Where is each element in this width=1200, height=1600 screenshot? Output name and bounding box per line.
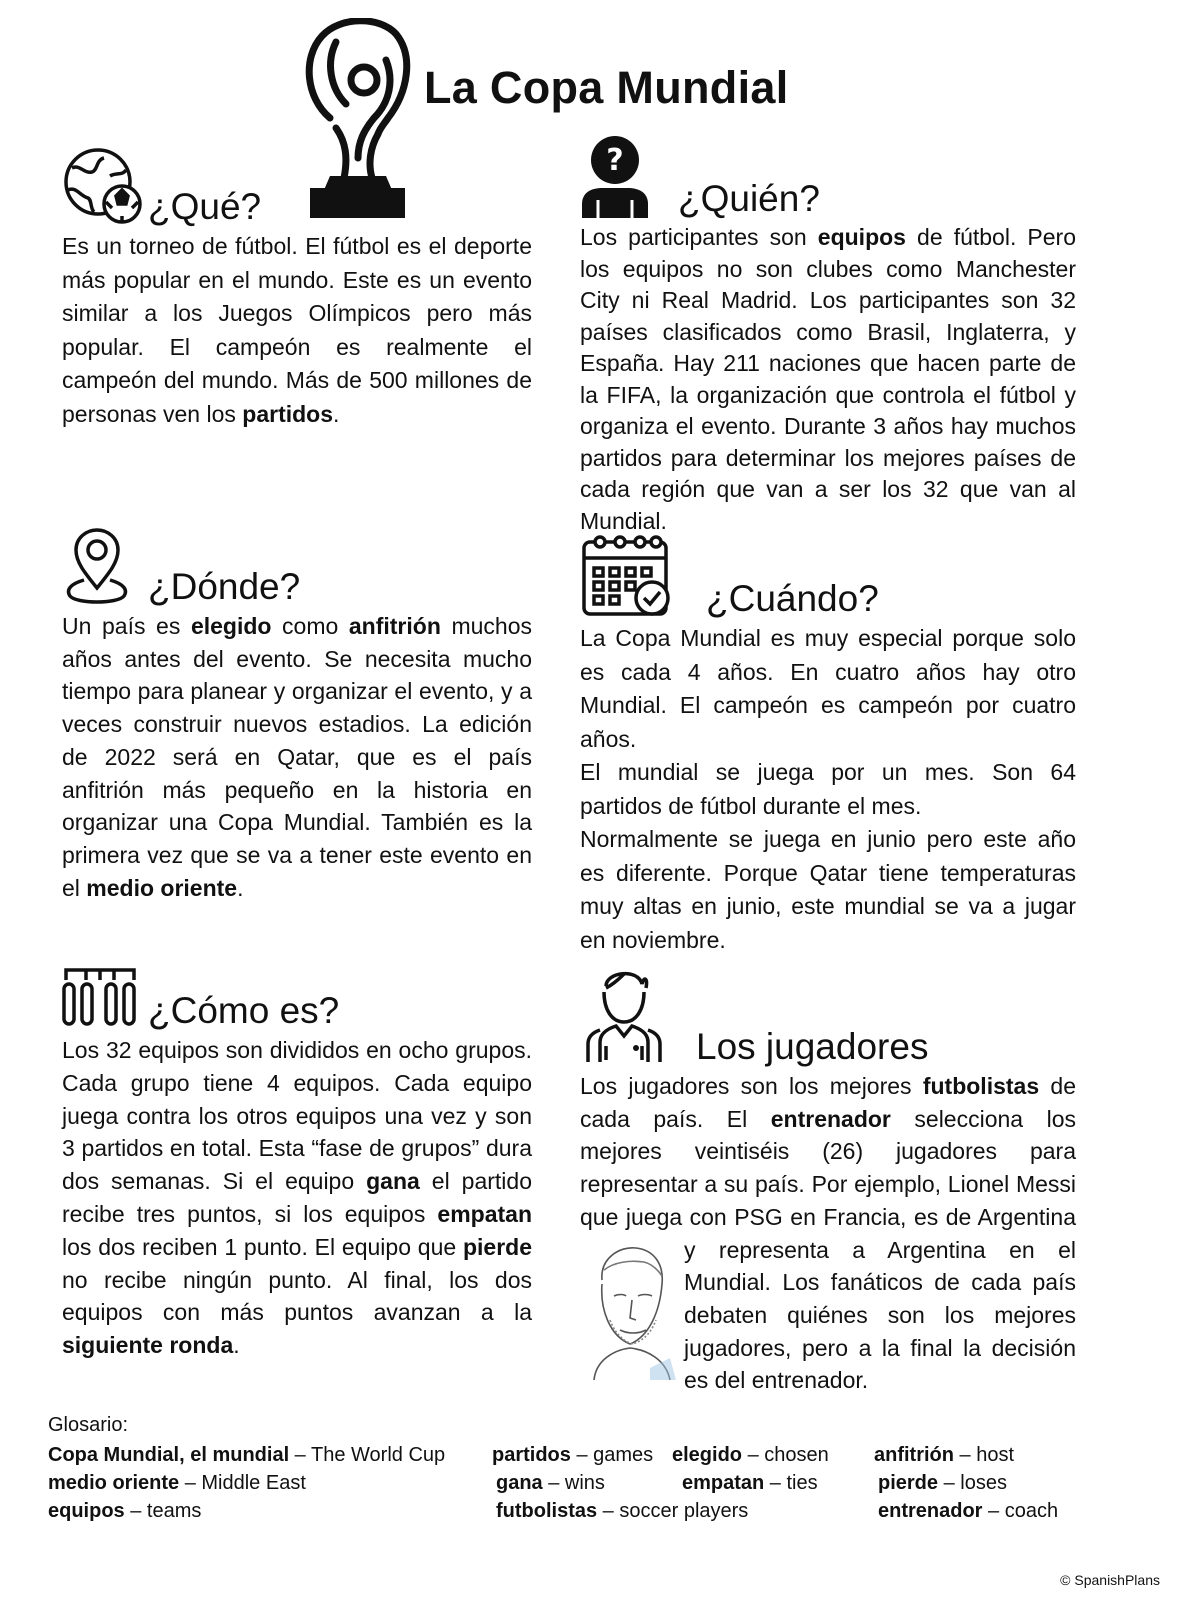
section-paragraph: Normalmente se juega en junio pero este año es diferente. Porque Qatar tiene temperaturas muy altas en junio, este mundial se va a jugar en noviembre. xyxy=(580,826,1076,953)
section-cuando xyxy=(580,530,1076,957)
glossary-entry: Copa Mundial, el mundial – The World Cup xyxy=(48,1444,446,1466)
section-header xyxy=(580,132,1076,222)
glossary-heading: Glosario: xyxy=(48,1414,129,1436)
section-quien xyxy=(580,132,1076,537)
section-title: ¿Cuándo? xyxy=(706,578,879,619)
section-que xyxy=(62,134,532,431)
section-title: ¿Qué? xyxy=(148,186,262,227)
tournament-bracket-icon xyxy=(62,966,138,1030)
glossary-entry: equipos – teams xyxy=(48,1500,202,1522)
section-body: Los jugadores son los mejores futbolistas de cada país. El entrenador selecciona los mejores veintiséis (26) jugadores para representar a su país. Por ejemplo, Lionel Messi que juega con PSG en Francia, es de Argentina y representa a Argentina en el Mundial. Los fanáticos de cada país debaten quiénes son los mejores jugadores, pero a la final la decisión es del entrenador. xyxy=(580,1073,1077,1394)
location-pin-icon xyxy=(62,526,132,606)
soccer-player-icon xyxy=(580,966,666,1066)
player-portrait-image xyxy=(580,1240,678,1380)
section-paragraph: La Copa Mundial es muy especial porque solo es cada 4 años. En cuatro años hay otro Mundial. El campeón es campeón por cuatro años. xyxy=(580,625,1076,752)
glossary-entry: entrenador – coach xyxy=(878,1500,1059,1522)
section-header xyxy=(62,134,532,230)
glossary-entry: anfitrión – host xyxy=(874,1444,1015,1466)
section-body: Un país es elegido como anfitrión muchos años antes del evento. Se necesita mucho tiempo para planear y organizar el evento, y a veces construir nuevos estadios. La edición de 2022 será en Qatar, que es el país anfitrión más pequeño en la historia en organizar una Copa Mundial. También es la primera vez que se va a tener este evento en el medio oriente. xyxy=(62,613,532,901)
glossary-entry: futbolistas – soccer players xyxy=(496,1500,749,1522)
section-title: ¿Dónde? xyxy=(148,566,301,607)
glossary-entry: empatan – ties xyxy=(682,1472,818,1494)
section-title: ¿Quién? xyxy=(678,178,820,219)
svg-text:?: ? xyxy=(606,143,624,178)
globe-soccer-ball-icon xyxy=(62,146,144,226)
section-paragraph: El mundial se juega por un mes. Son 64 partidos de fútbol durante el mes. xyxy=(580,759,1076,819)
copyright-notice: © SpanishPlans xyxy=(1060,1572,1160,1588)
glossary-entry: elegido – chosen xyxy=(672,1444,829,1466)
section-body: Los participantes son equipos de fútbol. Pero los equipos no son clubes como Manchester City ni Real Madrid. Los participantes son 32 países clasificados como Brasil, Inglaterra, y España. Hay 211 naciones que hacen parte de la FIFA, la organización que controla el fútbol y organiza el evento. Durante 3 años hay muchos partidos para determinar los mejores países de cada región que van a ser los 32 que van al Mundial. xyxy=(580,224,1076,534)
section-title: ¿Cómo es? xyxy=(148,990,340,1031)
glossary xyxy=(48,1414,1158,1522)
page-title: La Copa Mundial xyxy=(424,62,789,113)
glossary-entry: partidos – games xyxy=(492,1444,654,1466)
section-header xyxy=(580,970,1076,1070)
section-donde xyxy=(62,514,532,904)
glossary-entry: gana – wins xyxy=(496,1472,605,1494)
section-body: Es un torneo de fútbol. El fútbol es el deporte más popular en el mundo. Este es un evento similar a los Juegos Olímpicos pero más popular. El campeón es realmente el campeón del mundo. Más de 500 millones de personas ven los partidos. xyxy=(62,233,532,427)
section-header xyxy=(62,514,532,610)
section-title: Los jugadores xyxy=(696,1026,929,1067)
person-question-icon xyxy=(580,134,650,218)
section-body: Los 32 equipos son divididos en ocho grupos. Cada grupo tiene 4 equipos. Cada equipo juega contra los otros equipos una vez y son 3 partidos en total. Esta “fase de grupos” dura dos semanas. Si el equipo gana el partido recibe tres puntos, si los equipos empatan los dos reciben 1 punto. El equipo que pierde no recibe ningún punto. Al final, los dos equipos con más puntos avanzan a la siguiente ronda. xyxy=(62,1037,532,1359)
section-como xyxy=(62,938,532,1362)
section-header xyxy=(580,530,1076,622)
section-header xyxy=(62,938,532,1034)
glossary-entry: medio oriente – Middle East xyxy=(48,1472,306,1494)
calendar-check-icon xyxy=(580,532,674,618)
glossary-entry: pierde – loses xyxy=(878,1472,1007,1494)
